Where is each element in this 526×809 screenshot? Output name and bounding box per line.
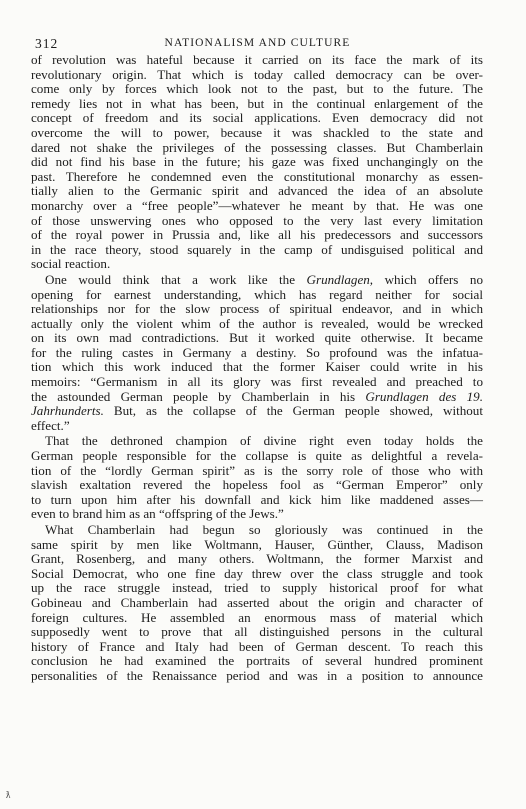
text-line: of revolution was hateful because it carried on its face the mark of its [31,52,483,67]
text-line: Gobineau and Chamberlain had asserted about the origin and character of [31,594,483,610]
text-line: social reaction. [31,256,111,272]
text-line: foreign cultures. He assembled an enormous mass of material which [31,609,483,625]
text-line: dared not shake the privileges of the possessing classes. But Chamberlain [31,139,483,155]
paragraph-4 [31,523,483,684]
text-line: tially alien to the Germanic spirit and advanced the idea of an absolute [31,183,483,199]
text-line: tion of the “lordly German spirit” as is the sorry role of those who with [31,462,483,478]
text-line: concept of freedom and its social applications. Even democracy did not [31,110,483,126]
text-line: of the royal power in Prussia and, like all his predecessors and successors [31,227,483,243]
text-line: That the dethroned champion of divine right even today holds the [45,433,483,449]
book-title: Jahrhunderts. [31,403,104,419]
text-line: overcome the will to power, because it was shackled to the state and [31,124,483,140]
text-line: German people responsible for the collapse is quite as delightful a revela- [31,448,483,464]
text-line: history of France and Italy had been of German descent. To reach this [31,638,483,654]
running-head: NATIONALISM AND CULTURE [164,37,351,49]
text-line: slavish exaltation revered the hopeless fool as “German Emperor” only [31,477,483,493]
paragraph-3 [31,434,483,522]
text-line: in the race theory, stood squarely in the camp of undisguised political and [31,241,483,257]
text-line: conclusion he had examined the portraits of several hundred prominent [31,653,483,669]
text-line: memoirs: “Germanism in all its glory was first revealed and preached to [31,374,483,390]
book-title: Grundlagen des 19. [365,388,483,404]
text-line: did not find his base in the future; his gaze was fixed unchangingly on the [31,154,483,170]
text-segment: One would think that a work like the [45,271,307,287]
page-header [35,36,480,52]
text-line: supposedly went to prove that all distinguished persons in the cultural [31,624,483,640]
text-line [31,273,483,288]
scan-mark: ƛ [6,790,11,800]
text-line: past. Therefore he condemned even the constitutional monarchy as essen- [31,168,483,184]
text-line: tion which this work induced that the former Kaiser could write in his [31,359,483,375]
text-line: Social Democrat, who one fine day threw over the class struggle and took [31,565,483,581]
paragraph-1 [31,53,483,272]
text-segment: But, as the collapse of the German people showed, without [103,403,483,419]
text-segment: the astounded German people by Chamberlain in his [31,388,366,404]
text-line: personalities of the Renaissance period and was in a position to announce [31,667,483,683]
text-line: for the ruling castes in Germany a destiny. So profound was the infatua- [31,344,483,360]
text-line [31,404,483,419]
book-title: Grundlagen, [306,271,374,287]
text-line: same spirit by men like Woltmann, Hauser, Günther, Clauss, Madison [31,536,483,552]
text-line: up the race struggle instead, tried to supply historical proof for what [31,580,483,596]
text-line: revolutionary origin. That which is today called democracy can be over- [31,66,483,82]
text-line: monarchy over a “free people”—whatever he meant by that. He was one [31,197,483,213]
body-text [31,53,483,684]
text-line: actually only the violent whim of the author is revealed, would be wrecked [31,315,483,331]
text-line [31,390,483,405]
text-segment: which offers no [373,271,483,287]
page-number: 312 [35,36,59,51]
text-line: Grant, Rosenberg, and many others. Woltmann, the former Marxist and [31,551,483,567]
text-line: What Chamberlain had begun so gloriously was continued in the [45,522,483,537]
paragraph-2 [31,273,483,434]
text-line: relationships nor for the slow process of spiritual endeavor, and in which [31,301,483,317]
text-line: remedy lies not in what has been, but in the continual enlargement of the [31,95,483,111]
text-line: to turn upon him after his downfall and kick him like maddened asses— [31,491,483,507]
text-line: even to brand him as an “offspring of the Jews.” [31,506,284,522]
text-line: opening for earnest understanding, which has regard neither for social [31,286,483,302]
text-line: of those unswerving ones who opposed to the very last every limitation [31,212,483,228]
text-line: come only by forces which look not to the past, but to the future. The [31,81,483,97]
text-line: on its own mad contradictions. But it worked quite otherwise. It became [31,330,483,346]
text-line: effect.” [31,417,70,433]
